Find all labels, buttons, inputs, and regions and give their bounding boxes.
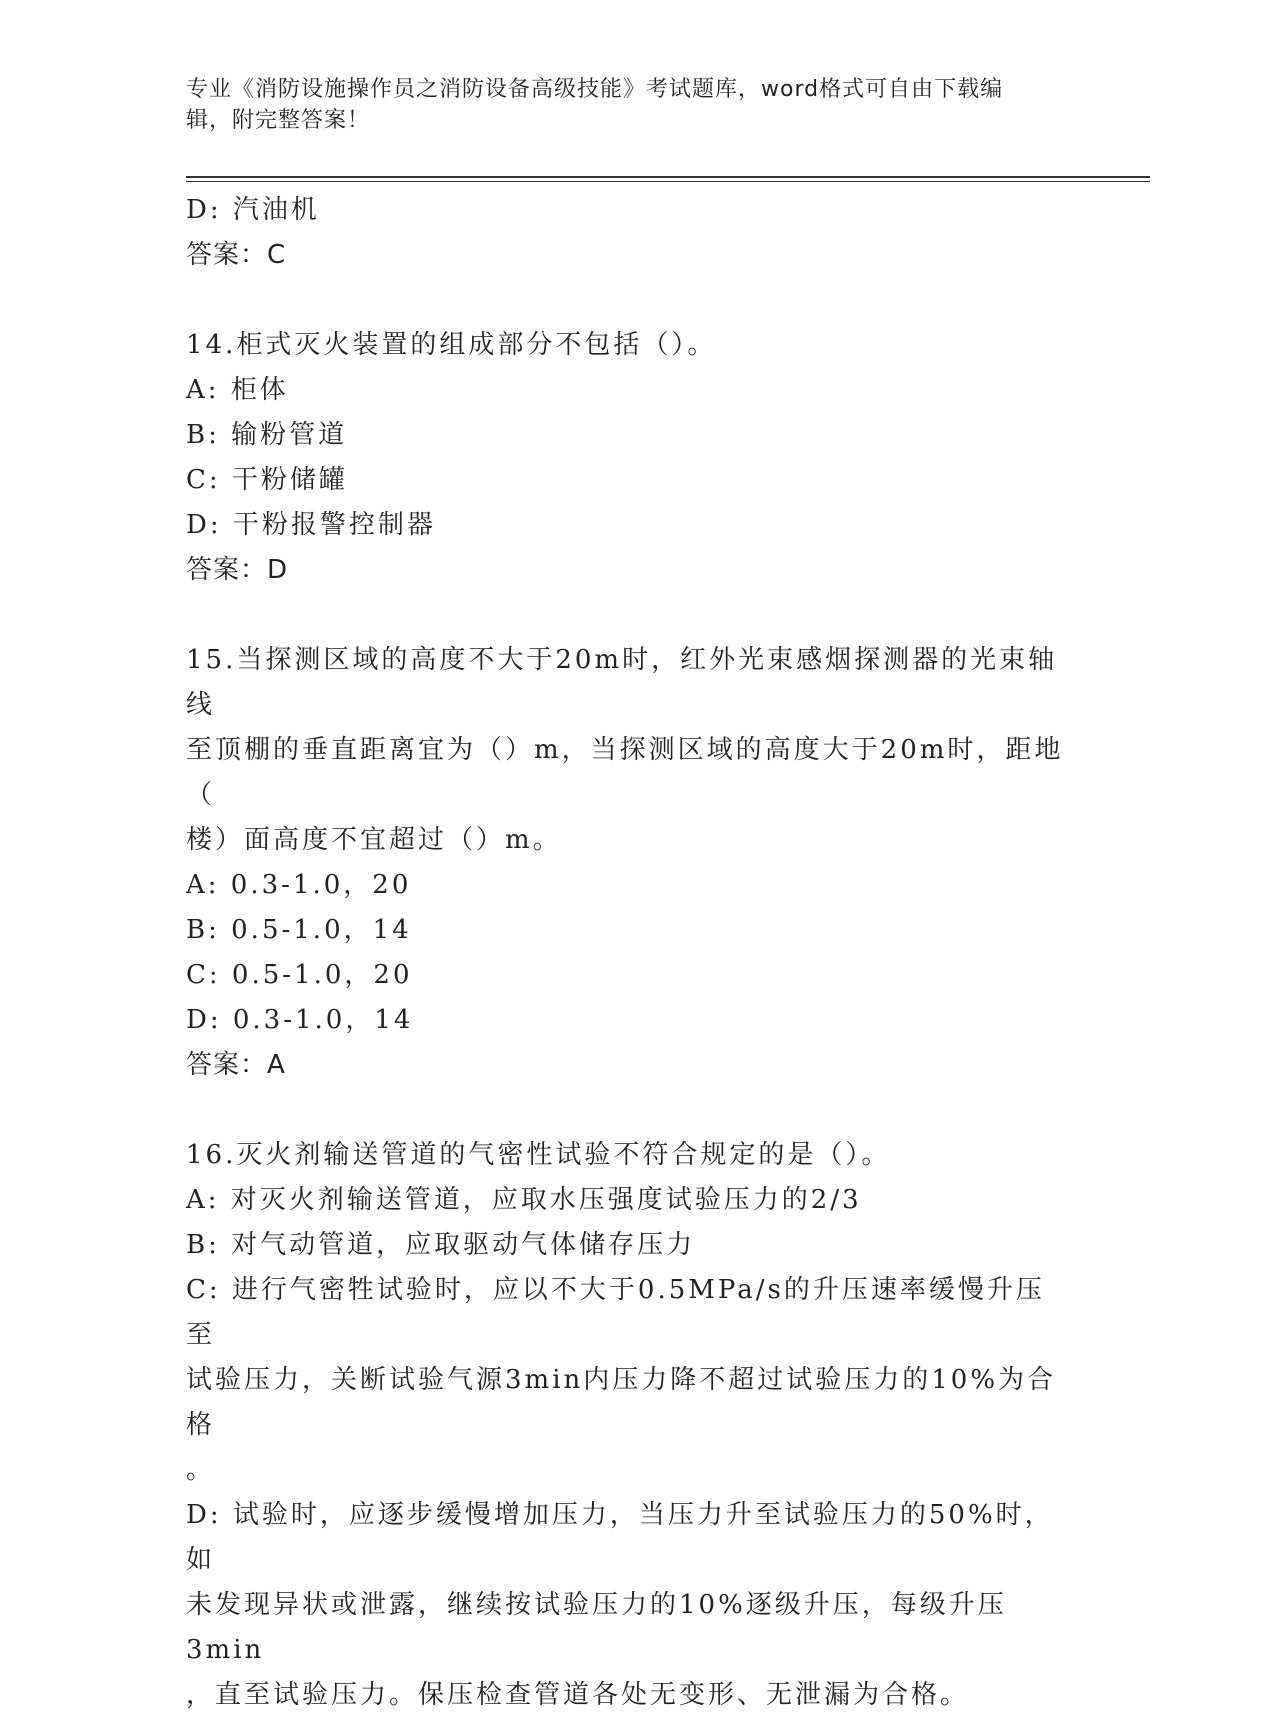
option-c: C: 0.5-1.0，20	[186, 960, 413, 990]
option-d-line-3: ，直至试验压力。保压检查管道各处无变形、无泄漏为合格。	[186, 1680, 970, 1710]
question-list	[186, 188, 1066, 1718]
answer-line: 答案：A	[186, 1050, 286, 1080]
spacer	[186, 593, 1066, 638]
page-header	[186, 74, 1066, 136]
question-16	[186, 1133, 1066, 1718]
option-d: D: 汽油机	[186, 195, 320, 225]
option-a: A: 0.3-1.0，20	[186, 870, 412, 900]
option-c-line-2: 试验压力，关断试验气源3min内压力降不超过试验压力的10%为合格	[186, 1365, 1057, 1440]
question-13-tail	[186, 188, 1066, 278]
option-a: A: 柜体	[186, 375, 289, 405]
option-d: D: 干粉报警控制器	[186, 510, 436, 540]
question-stem: 14.柜式灭火装置的组成部分不包括（）。	[186, 330, 717, 360]
header-divider-thick	[186, 176, 1150, 178]
option-c-line-3: 。	[186, 1455, 216, 1485]
question-stem: 16.灭火剂输送管道的气密性试验不符合规定的是（）。	[186, 1140, 891, 1170]
option-d-line-1: D: 试验时，应逐步缓慢增加压力，当压力升至试验压力的50%时，如	[186, 1500, 1054, 1575]
header-divider-thin	[186, 181, 1150, 182]
option-d-line-2: 未发现异状或泄露，继续按试验压力的10%逐级升压，每级升压3min	[186, 1590, 1007, 1665]
header-line-1: 专业《消防设施操作员之消防设备高级技能》考试题库，word格式可自由下载编	[186, 77, 1004, 102]
option-d: D: 0.3-1.0，14	[186, 1005, 414, 1035]
option-a: A: 对灭火剂输送管道，应取水压强度试验压力的2/3	[186, 1185, 862, 1215]
option-b: B: 输粉管道	[186, 420, 348, 450]
option-c-line-1: C: 进行气密牲试验时，应以不大于0.5MPa/s的升压速率缓慢升压至	[186, 1275, 1045, 1350]
answer-line: 答案：C	[186, 240, 287, 270]
question-15	[186, 638, 1066, 1088]
answer-line: 答案：D	[186, 555, 289, 585]
header-line-2: 辑，附完整答案！	[186, 108, 371, 133]
option-b: B: 对气动管道，应取驱动气体储存压力	[186, 1230, 696, 1260]
question-stem-line-3: 楼）面高度不宜超过（）m。	[186, 825, 562, 855]
spacer	[186, 1088, 1066, 1133]
option-c: C: 干粉储罐	[186, 465, 348, 495]
question-stem-line-1: 15.当探测区域的高度不大于20m时，红外光束感烟探测器的光束轴线	[186, 645, 1058, 720]
question-stem-line-2: 至顶棚的垂直距离宜为（）m，当探测区域的高度大于20m时，距地（	[186, 735, 1064, 810]
question-14	[186, 323, 1066, 593]
option-b: B: 0.5-1.0，14	[186, 915, 412, 945]
spacer	[186, 278, 1066, 323]
